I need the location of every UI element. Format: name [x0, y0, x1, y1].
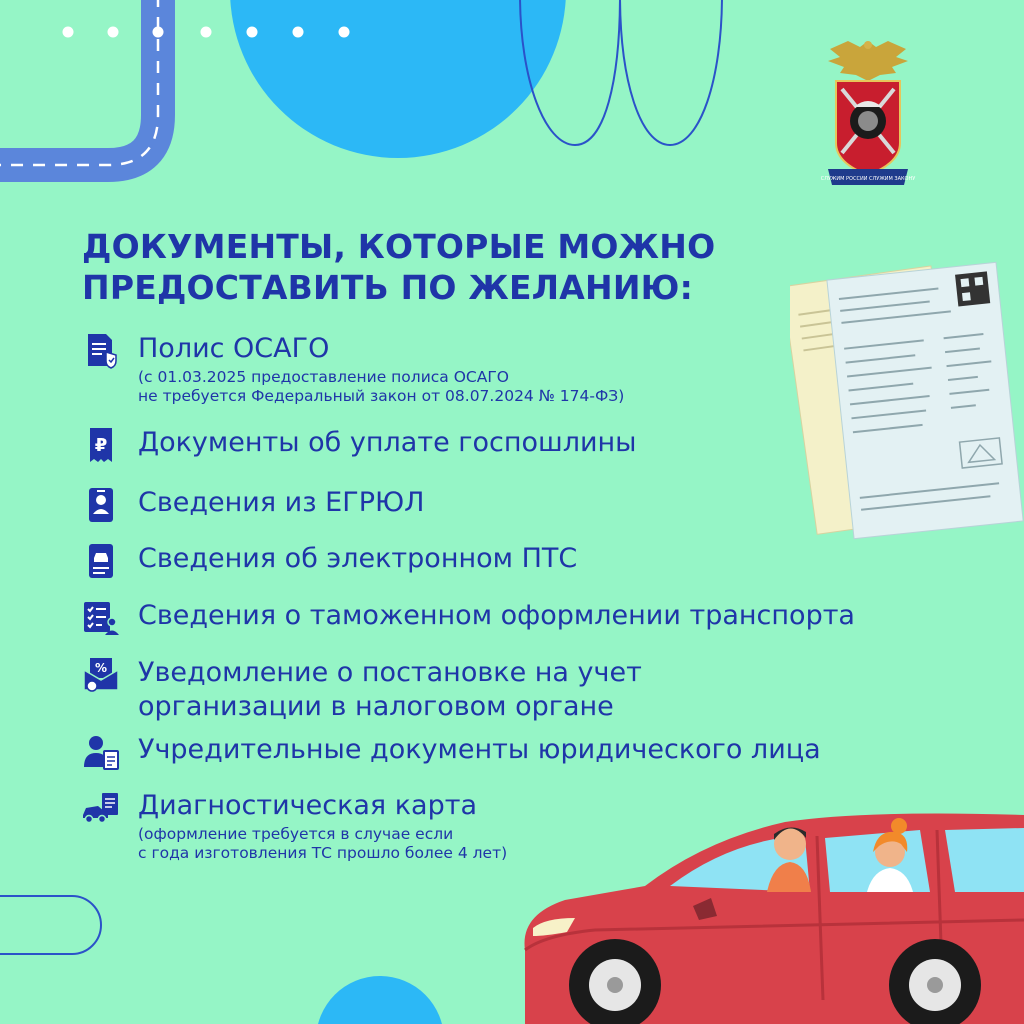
- id-card-icon: [82, 486, 120, 524]
- svg-text:₽: ₽: [94, 435, 108, 456]
- car-document-icon: [82, 542, 120, 580]
- title-line-1: ДОКУМЕНТЫ, КОТОРЫЕ МОЖНО: [82, 227, 716, 266]
- car-diagnostic-icon: [82, 789, 120, 827]
- label-line-2: организации в налоговом органе: [138, 691, 614, 722]
- title-line-2: ПРЕДОСТАВИТЬ ПО ЖЕЛАНИЮ:: [82, 268, 693, 307]
- item-label: Сведения об электронном ПТС: [138, 543, 578, 574]
- note-line-1: (оформление требуется в случае если: [138, 825, 454, 843]
- outline-pill: [0, 896, 101, 954]
- person-document-icon: [82, 733, 120, 771]
- list-item-customs: [82, 599, 855, 637]
- item-note: [138, 825, 507, 863]
- item-label: Сведения из ЕГРЮЛ: [138, 487, 425, 518]
- police-emblem: [818, 35, 918, 195]
- list-item-state-fee: [82, 426, 636, 464]
- list-item-tax-registration: [82, 656, 642, 724]
- emblem-ribbon-text: СЛУЖИМ РОССИИ СЛУЖИМ ЗАКОНУ: [820, 176, 916, 182]
- svg-text:%: %: [94, 661, 108, 675]
- item-label: Полис ОСАГО: [138, 333, 330, 364]
- note-line-1: (с 01.03.2025 предоставление полиса ОСАГО: [138, 368, 510, 386]
- ruble-receipt-icon: [82, 426, 120, 464]
- tax-envelope-icon: [82, 656, 120, 694]
- top-blue-circle: [230, 0, 566, 158]
- item-label: Сведения о таможенном оформлении транспорта: [138, 600, 855, 631]
- list-item-founding-documents: [82, 733, 821, 771]
- list-item-diagnostic-card: [82, 789, 507, 863]
- label-line-1: Уведомление о постановке на учет: [138, 657, 642, 688]
- list-item-epts: [82, 542, 577, 580]
- item-label: Учредительные документы юридического лица: [138, 734, 821, 765]
- checklist-person-icon: [82, 599, 120, 637]
- note-line-2: с года изготовления ТС прошло более 4 лет): [138, 844, 508, 862]
- item-label: [138, 656, 642, 724]
- item-label: Документы об уплате госпошлины: [138, 427, 637, 458]
- note-line-2: не требуется Федеральный закон от 08.07.2024 № 174-ФЗ): [138, 387, 625, 405]
- car-illustration: [505, 800, 1024, 1024]
- page-title: [82, 226, 842, 308]
- list-item-egrul: [82, 486, 424, 524]
- item-note: [138, 368, 624, 406]
- bottom-blue-circle: [316, 976, 444, 1024]
- road-curve: [0, 0, 158, 165]
- item-label: Диагностическая карта: [138, 790, 478, 821]
- list-item-osago: [82, 332, 624, 406]
- document-shield-icon: [82, 332, 120, 370]
